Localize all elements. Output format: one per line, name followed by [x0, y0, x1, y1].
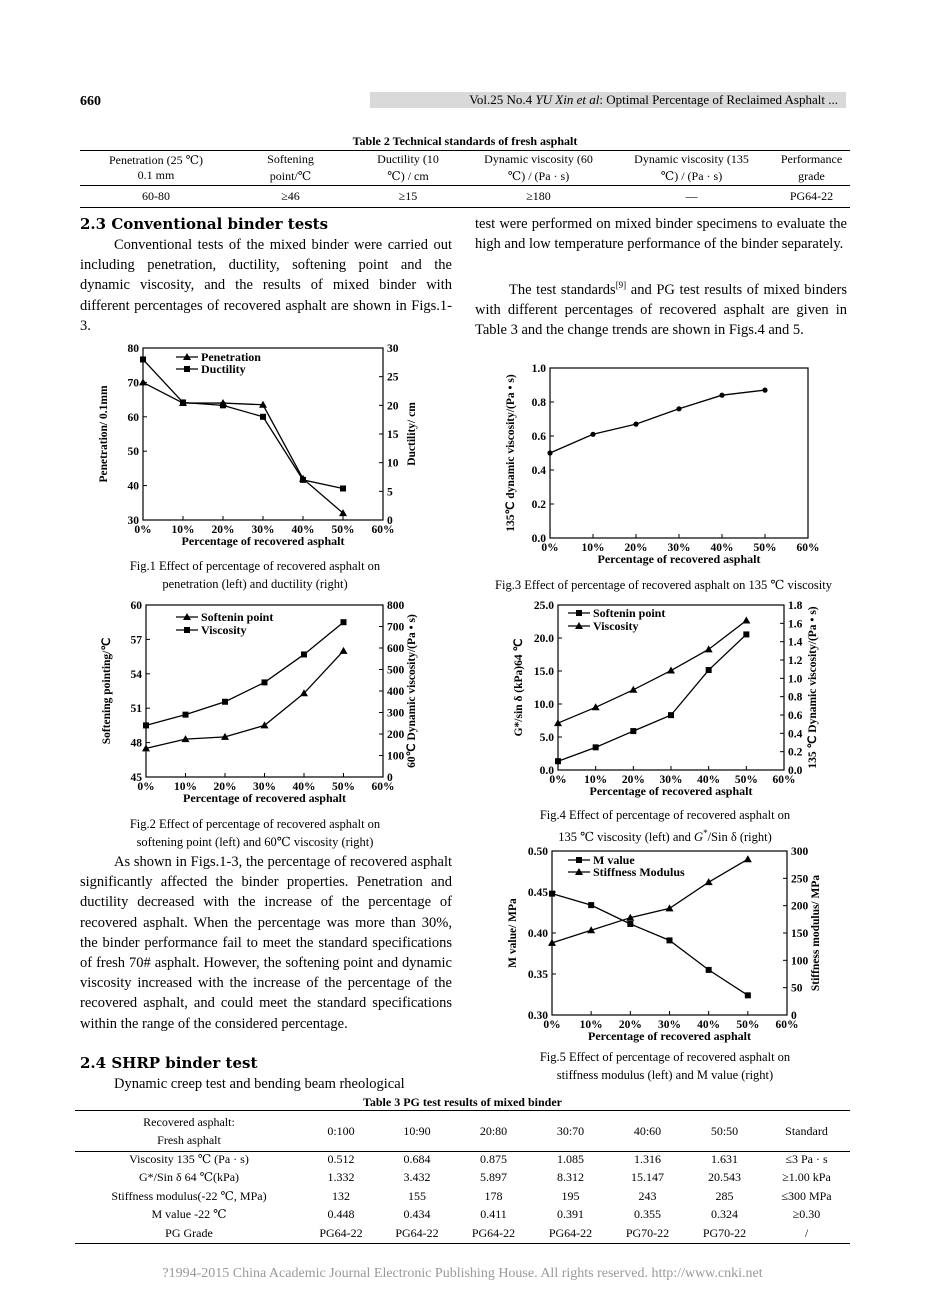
- x-tick-label: 40%: [697, 1019, 721, 1031]
- table3-row-label: Stiffness modulus(-22 ℃, MPa): [111, 1188, 267, 1203]
- y-tick-label: 0.0: [539, 765, 554, 777]
- y-axis-label: G*/sin δ (kPa)64 ℃: [513, 638, 525, 737]
- y2-tick-label: 800: [387, 600, 405, 612]
- table3-cell: 0.324: [711, 1207, 738, 1222]
- table2-head: grade: [798, 169, 825, 183]
- page-number: 660: [80, 94, 101, 109]
- y-tick-label: 10.0: [533, 699, 554, 711]
- x-tick-label: 40%: [697, 774, 721, 786]
- y2-tick-label: 250: [791, 873, 809, 886]
- table3-cell: PG64-22: [548, 1225, 593, 1240]
- y2-tick-label: 0: [791, 1010, 797, 1022]
- table2-cell: ≥46: [281, 189, 300, 203]
- y-axis-label: M value/ MPa: [507, 898, 519, 968]
- fig2-caption-line2: softening point (left) and 60℃ viscosity (right): [136, 835, 374, 849]
- data-point-square: [627, 921, 633, 927]
- x-tick-label: 30%: [667, 542, 691, 554]
- y2-tick-label: 30: [387, 343, 399, 355]
- series-line: [552, 894, 748, 996]
- table2-cell: 60-80: [142, 189, 170, 203]
- section-2-3-discussion: As shown in Figs.1-3, the percentage of recovered asphalt significantly affected the binder properties. Penetration and ductility decreased with the increase of the percentage of recovered asphalt. When the percentage was more than 30%, the binder performance fail to meet the standard specifications of fresh 70# asphalt. However, the softening point and dynamic viscosity increased with the increase of the percentage of the recovered asphalt, and could meet the standard specifications within the range of the considered percentage.: [80, 854, 452, 1032]
- data-point-square: [140, 356, 146, 362]
- data-point-square: [262, 679, 268, 685]
- y2-tick-label: 100: [387, 750, 405, 763]
- x-tick-label: 10%: [579, 1019, 603, 1031]
- fig1-chart: [88, 340, 418, 555]
- table3-head-line2: Fresh asphalt: [157, 1133, 221, 1147]
- table2-head: Dynamic viscosity (60: [484, 152, 593, 166]
- fig5-caption-line1: Fig.5 Effect of percentage of recovered asphalt on: [539, 1050, 791, 1064]
- y-axis-label: Penetration/ 0.1mm: [98, 385, 110, 483]
- x-tick-label: 60%: [775, 1019, 799, 1031]
- table3-cell: 0.448: [327, 1207, 355, 1222]
- table2-head: point/℃: [269, 169, 312, 183]
- data-point-square: [743, 631, 749, 637]
- data-point-triangle: [667, 667, 675, 674]
- x-tick-label: 40%: [291, 524, 315, 536]
- x-tick-label: 30%: [251, 524, 275, 536]
- y-tick-label: 54: [130, 668, 142, 681]
- table3-cell: 155: [408, 1188, 426, 1203]
- table3-cell: /: [804, 1225, 809, 1240]
- table3-cell: 178: [484, 1188, 503, 1203]
- table3-cell: 1.316: [634, 1151, 661, 1166]
- data-point-triangle: [666, 904, 674, 911]
- x-axis-label: Percentage of recovered asphalt: [181, 534, 345, 548]
- x-tick-label: 40%: [710, 542, 734, 554]
- y2-tick-label: 200: [387, 729, 405, 741]
- y2-tick-label: 10: [387, 457, 399, 470]
- y2-tick-label: 300: [791, 846, 809, 858]
- data-point-triangle: [340, 647, 348, 654]
- series-line: [143, 359, 343, 488]
- x-axis-label: Percentage of recovered asphalt: [588, 1029, 751, 1043]
- fig1-caption: [80, 557, 430, 593]
- y2-tick-label: 100: [791, 955, 809, 968]
- x-tick-label: 10%: [584, 774, 608, 786]
- table3-body: [75, 1150, 850, 1244]
- data-point-square: [301, 651, 307, 657]
- data-point-square: [180, 399, 186, 405]
- table3-cell: 8.312: [557, 1170, 584, 1185]
- series-line: [146, 622, 344, 725]
- data-point-square: [340, 485, 346, 491]
- table3-cell: 243: [638, 1188, 657, 1203]
- table3-row-label: G*/Sin δ 64 ℃(kPa): [138, 1170, 240, 1185]
- y-tick-label: 0.0: [531, 533, 546, 545]
- table3-row: [75, 1169, 850, 1188]
- x-axis-label: Percentage of recovered asphalt: [597, 552, 761, 566]
- table2-header-row: [80, 151, 850, 169]
- y2-axis-label: 60℃ Dynamic viscosity/(Pa • s): [406, 614, 418, 768]
- y2-tick-label: 400: [387, 686, 405, 698]
- caption-text: 135 ℃ viscosity (left) and: [558, 830, 695, 845]
- table3-cell: ≥0.30: [792, 1207, 821, 1222]
- x-tick-label: 0%: [549, 774, 567, 786]
- y-tick-label: 70: [127, 377, 139, 390]
- caption-superscript: *: [703, 828, 708, 838]
- table3-cell: 0.391: [557, 1207, 584, 1222]
- table3-col-head: 10:90: [403, 1123, 431, 1138]
- series-line: [558, 620, 746, 723]
- x-tick-label: 0%: [543, 1019, 561, 1031]
- section-2-4-heading: 2.4 SHRP binder test: [80, 1054, 258, 1072]
- fig1-caption-line2: penetration (left) and ductility (right): [162, 577, 348, 591]
- table3-cell: 132: [332, 1188, 350, 1203]
- table3-row-label: M value -22 ℃: [151, 1207, 227, 1222]
- x-tick-label: 20%: [213, 781, 237, 793]
- y-tick-label: 0.40: [527, 928, 548, 940]
- table2-cell: ≥180: [526, 189, 551, 203]
- data-point-square: [341, 619, 347, 625]
- right-column-paragraph: test were performed on mixed binder specimens to evaluate the high and low temperature performance of the binder separately.: [475, 216, 847, 253]
- caption-text: /Sin δ (right): [707, 830, 772, 845]
- y-tick-label: 45: [130, 772, 142, 784]
- legend-marker: [184, 627, 190, 633]
- running-title-authors: YU Xin et al: [535, 92, 600, 107]
- table2-cell: PG64-22: [789, 189, 834, 203]
- table2-header-row: [80, 168, 850, 186]
- section-2-3-paragraph: Conventional tests of the mixed binder were carried out including penetration, ductility, softening point and the dynamic viscosity, and the results of mixed binder with different percentages of recovered asphalt are shown in Figs.1-3.: [80, 237, 452, 334]
- y-tick-label: 40: [127, 480, 139, 493]
- y2-tick-label: 20: [387, 400, 399, 413]
- table3-col-head: 30:70: [556, 1123, 585, 1138]
- x-tick-label: 20%: [621, 774, 645, 786]
- running-title-plain: Vol.25 No.4: [469, 92, 536, 107]
- x-tick-label: 30%: [253, 781, 276, 793]
- table3-cell: ≤3 Pa · s: [785, 1151, 828, 1166]
- y2-tick-label: 15: [387, 429, 399, 441]
- section-2-3-heading: 2.3 Conventional binder tests: [80, 215, 329, 233]
- table3-head-line1: Recovered asphalt:: [143, 1115, 235, 1129]
- x-tick-label: 50%: [753, 542, 777, 554]
- table3-header-row: [75, 1111, 850, 1152]
- table3-cell: PG64-22: [319, 1225, 363, 1240]
- series-line: [146, 651, 344, 748]
- data-point-square: [300, 477, 306, 483]
- data-point-square: [222, 699, 228, 705]
- y2-axis-label: Stiffness modulus/ MPa: [810, 874, 822, 992]
- y2-tick-label: 0.6: [788, 710, 803, 722]
- plot-frame: [143, 348, 383, 520]
- y-tick-label: 0.30: [527, 1010, 548, 1022]
- legend-marker: [576, 857, 582, 863]
- table2-head: Performance: [780, 152, 843, 166]
- data-point-square: [593, 744, 599, 750]
- x-tick-label: 30%: [659, 774, 683, 786]
- data-point-triangle: [742, 616, 750, 623]
- data-point-square: [555, 758, 561, 764]
- y-tick-label: 48: [130, 737, 142, 750]
- table3-cell: 3.432: [403, 1170, 431, 1185]
- data-point-triangle: [705, 878, 713, 885]
- x-axis-label: Percentage of recovered asphalt: [183, 791, 346, 805]
- table3-cell: 0.875: [480, 1151, 507, 1166]
- y2-tick-label: 300: [387, 707, 405, 720]
- x-tick-label: 20%: [618, 1019, 642, 1031]
- data-point-square: [260, 414, 266, 420]
- fig5-caption-line2: stiffness modulus (left) and M value (right): [556, 1068, 774, 1082]
- table3: [75, 1110, 850, 1152]
- legend-label: Viscosity: [201, 623, 247, 637]
- x-tick-label: 60%: [772, 774, 796, 786]
- table3-head-first: [75, 1111, 303, 1152]
- table3-cell: 20.543: [708, 1170, 741, 1185]
- data-point-square: [667, 937, 673, 943]
- y-tick-label: 51: [130, 703, 142, 716]
- table3-cell: ≤300 MPa: [781, 1188, 832, 1203]
- x-tick-label: 50%: [734, 774, 758, 786]
- y2-tick-label: 150: [791, 928, 809, 940]
- x-axis-label: Percentage of recovered asphalt: [589, 784, 753, 798]
- data-point-dot: [762, 388, 767, 393]
- plot-frame: [558, 605, 784, 770]
- plot-frame: [550, 368, 808, 538]
- y-tick-label: 80: [127, 343, 139, 355]
- table3-row: [75, 1187, 850, 1206]
- fig4-caption-line1: Fig.4 Effect of percentage of recovered asphalt on: [539, 808, 791, 822]
- caption-symbol: G: [694, 830, 704, 845]
- table3-cell: 0.355: [634, 1207, 661, 1222]
- table3-cell: 0.411: [480, 1207, 507, 1222]
- y2-tick-label: 200: [791, 900, 809, 913]
- copyright-footer: ?1994-2015 China Academic Journal Electronic Publishing House. All rights reserved. http://www.cnki.net: [162, 1266, 763, 1281]
- running-title-rest: : Optimal Percentage of Reclaimed Asphalt ...: [599, 92, 838, 107]
- y2-tick-label: 1.4: [788, 636, 803, 649]
- legend-marker: [184, 366, 190, 372]
- data-point-square: [630, 728, 636, 734]
- y-tick-label: 25.0: [533, 600, 554, 612]
- fig1-caption-line1: Fig.1 Effect of percentage of recovered asphalt on: [129, 559, 381, 573]
- table3-cell: PG70-22: [702, 1225, 747, 1240]
- y-tick-label: 0.45: [527, 887, 548, 899]
- table2-head: Penetration (25 ℃): [108, 153, 204, 167]
- legend-label: Ductility: [201, 362, 246, 376]
- y2-axis-label: Ductility/ cm: [406, 402, 418, 466]
- table3-cell: 285: [715, 1188, 734, 1203]
- y-tick-label: 60: [130, 600, 142, 612]
- legend-label: Stiffness Modulus: [593, 865, 685, 879]
- table3-col-head: 40:60: [633, 1123, 662, 1138]
- legend-label: Viscosity: [593, 619, 639, 633]
- legend-label: Softenin point: [201, 610, 274, 624]
- y2-tick-label: 500: [387, 664, 405, 677]
- x-tick-label: 10%: [174, 781, 197, 793]
- table2-head: Softening: [267, 152, 314, 166]
- table3-row: [75, 1150, 850, 1169]
- y2-tick-label: 0.4: [788, 728, 803, 741]
- x-tick-label: 50%: [736, 1019, 760, 1031]
- data-point-square: [143, 722, 149, 728]
- legend-label: Softenin point: [593, 606, 666, 620]
- series-line: [558, 634, 746, 761]
- y-axis-label: 135℃ dynamic viscosity/(Pa • s): [505, 374, 517, 532]
- y2-tick-label: 1.2: [788, 655, 803, 667]
- y-tick-label: 0.8: [531, 397, 546, 409]
- y-tick-label: 0.4: [531, 465, 546, 477]
- table3-cell: 1.631: [711, 1151, 738, 1166]
- y2-tick-label: 700: [387, 621, 405, 634]
- table3-caption: Table 3 PG test results of mixed binder: [362, 1095, 562, 1109]
- table3-row-label: PG Grade: [165, 1225, 213, 1240]
- table3-cell: 0.434: [403, 1207, 431, 1222]
- data-point-square: [183, 712, 189, 718]
- data-point-dot: [676, 406, 681, 411]
- y2-axis-label: 135 ℃ Dynamic viscosity/(Pa • s): [807, 606, 819, 769]
- section-2-4-paragraph: Dynamic creep test and bending beam rheological: [114, 1076, 405, 1092]
- citation-ref: [9]: [615, 280, 627, 290]
- table2-head: ℃) / (Pa · s): [507, 169, 570, 183]
- table3-cell: PG64-22: [395, 1225, 439, 1240]
- x-tick-label: 50%: [331, 524, 355, 536]
- table3-col-head: Standard: [785, 1123, 828, 1138]
- data-point-square: [668, 712, 674, 718]
- table3-cell: PG70-22: [625, 1225, 670, 1240]
- table2-head: Dynamic viscosity (135: [634, 152, 749, 166]
- data-point-dot: [547, 450, 552, 455]
- legend-label: M value: [593, 853, 635, 867]
- table3-row: [75, 1224, 850, 1243]
- data-point-dot: [590, 432, 595, 437]
- data-point-triangle: [139, 378, 147, 385]
- y-tick-label: 60: [127, 411, 139, 424]
- x-tick-label: 60%: [371, 781, 395, 793]
- data-point-triangle: [592, 703, 600, 710]
- series-line: [550, 390, 765, 453]
- x-tick-label: 0%: [134, 524, 152, 536]
- paragraph-text: The test standards: [509, 281, 616, 298]
- y-tick-label: 15.0: [533, 666, 554, 678]
- y2-tick-label: 0.2: [788, 746, 803, 759]
- table3-row-label: Viscosity 135 ℃ (Pa · s): [129, 1151, 249, 1166]
- y-axis-label: Softening pointing/℃: [101, 637, 113, 745]
- data-point-square: [706, 667, 712, 673]
- y2-tick-label: 0: [387, 772, 393, 784]
- y-tick-label: 0.2: [531, 499, 546, 511]
- y2-tick-label: 0: [387, 515, 393, 527]
- y2-tick-label: 5: [387, 486, 393, 499]
- y2-tick-label: 1.8: [788, 600, 803, 612]
- y-tick-label: 5.0: [539, 732, 554, 744]
- data-point-dot: [719, 393, 724, 398]
- x-tick-label: 10%: [171, 524, 195, 536]
- data-point-square: [220, 402, 226, 408]
- fig3-caption: Fig.3 Effect of percentage of recovered asphalt on 135 ℃ viscosity: [495, 578, 832, 592]
- data-point-dot: [633, 422, 638, 427]
- y2-tick-label: 600: [387, 643, 405, 655]
- y-tick-label: 0.50: [527, 846, 548, 858]
- data-point-square: [549, 891, 555, 897]
- x-tick-label: 60%: [796, 542, 820, 554]
- fig2-caption: [80, 815, 430, 851]
- y2-tick-label: 1.0: [788, 673, 803, 686]
- table2-head: ℃) / cm: [387, 169, 429, 183]
- data-point-square: [588, 902, 594, 908]
- paragraph-text: and PG test results of mixed binders with different percentages of recovered asphalt are given in Table 3 and the change trends are shown in Figs.4 and 5.: [475, 281, 847, 339]
- table3-col-head: 0:100: [327, 1123, 355, 1138]
- table2-head: 0.1 mm: [137, 168, 175, 182]
- x-tick-label: 10%: [581, 542, 605, 554]
- y2-tick-label: 25: [387, 371, 399, 384]
- data-point-square: [745, 992, 751, 998]
- x-tick-label: 0%: [541, 542, 559, 554]
- table2-cell: ≥15: [398, 189, 418, 203]
- x-tick-label: 30%: [658, 1019, 681, 1031]
- table3-cell: PG64-22: [471, 1225, 516, 1240]
- legend-marker: [576, 610, 582, 616]
- table3-cell: 1.085: [557, 1151, 584, 1166]
- table3-cell: ≥1.00 kPa: [782, 1170, 831, 1185]
- table3-cell: 195: [561, 1188, 580, 1203]
- table3-cell: 1.332: [327, 1170, 355, 1185]
- running-header: [370, 92, 846, 108]
- table3-row: [75, 1206, 850, 1225]
- plot-frame: [146, 605, 383, 777]
- y2-tick-label: 0.8: [788, 691, 803, 704]
- y-tick-label: 0.35: [527, 969, 548, 981]
- y-tick-label: 20.0: [533, 633, 554, 645]
- table3-cell: 15.147: [631, 1170, 664, 1185]
- table3-cell: 5.897: [480, 1170, 507, 1185]
- x-tick-label: 0%: [137, 781, 155, 793]
- table2-data-row: [80, 186, 850, 208]
- x-tick-label: 50%: [332, 781, 355, 793]
- fig2-chart: [88, 597, 423, 812]
- table3-col-head: 50:50: [710, 1123, 739, 1138]
- y-tick-label: 57: [130, 634, 142, 647]
- y-tick-label: 30: [127, 515, 139, 527]
- table2-caption: Table 2 Technical standards of fresh asphalt: [352, 134, 578, 148]
- fig4-chart: [500, 597, 825, 807]
- data-point-square: [706, 967, 712, 973]
- x-tick-label: 40%: [292, 781, 316, 793]
- y-tick-label: 50: [127, 446, 139, 459]
- x-tick-label: 20%: [211, 524, 235, 536]
- y2-tick-label: 1.6: [788, 618, 803, 631]
- x-tick-label: 60%: [371, 524, 395, 536]
- fig5-caption: [510, 1048, 820, 1084]
- y-tick-label: 0.6: [531, 431, 546, 443]
- data-point-triangle: [744, 855, 752, 862]
- y-tick-label: 1.0: [531, 363, 546, 375]
- table2-cell: —: [685, 189, 698, 203]
- y2-tick-label: 0.0: [788, 765, 803, 777]
- table2: [80, 150, 850, 208]
- right-column-paragraph-2: [475, 275, 847, 340]
- fig4-caption: [510, 806, 820, 846]
- table2-head: Ductility (10: [377, 152, 439, 166]
- legend-label: Penetration: [201, 350, 261, 364]
- table3-cell: 0.684: [403, 1151, 431, 1166]
- fig2-caption-line1: Fig.2 Effect of percentage of recovered asphalt on: [129, 817, 381, 831]
- y2-tick-label: 50: [791, 982, 803, 995]
- data-point-triangle: [629, 686, 637, 693]
- table3-col-head: 20:80: [479, 1123, 508, 1138]
- fig3-chart: [500, 360, 820, 575]
- x-tick-label: 20%: [624, 542, 648, 554]
- fig5-chart: [500, 843, 830, 1046]
- series-line: [143, 382, 343, 513]
- table3-cell: 0.512: [327, 1151, 355, 1166]
- table2-head: ℃) / (Pa · s): [660, 169, 723, 183]
